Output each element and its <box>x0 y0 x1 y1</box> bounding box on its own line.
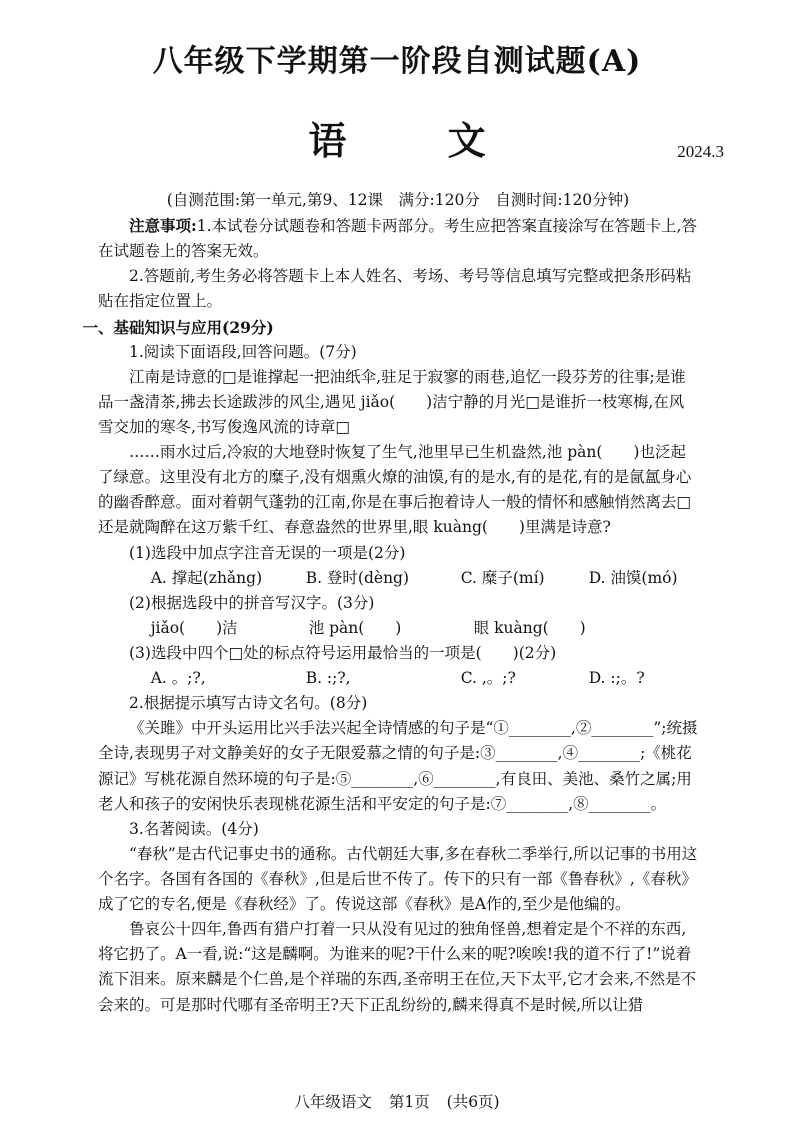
question-3-stem: 3.名著阅读。(4分) <box>129 819 259 838</box>
option-a: A. 撑起(zhǎng) <box>150 568 263 587</box>
notes-item-1 <box>98 213 698 264</box>
note-2-text: 2.答题前,考生务必将答题卡上本人姓名、考场、考号等信息填写完整或把条形码粘贴在指定位置上。 <box>98 267 692 311</box>
question-1-sub-3-options <box>98 666 698 691</box>
option-b: B. :;?, <box>305 669 351 688</box>
pinyin-item-2: 池 pàn( ) <box>308 618 402 637</box>
question-1-sub-2: (2)根据选段中的拼音写汉字。(3分) <box>129 593 375 612</box>
exam-date: 2024.3 <box>677 142 724 161</box>
footer-subject: 八年级语文 <box>294 1093 372 1111</box>
footer-total-pages: (共6页) <box>446 1093 500 1111</box>
page-footer <box>0 1090 794 1115</box>
question-3-passage-2: 鲁哀公十四年,鲁西有猎户打着一只从没有见过的独角怪兽,想着定是个不祥的东西,将它扔了。A一看,说:“这是麟啊。为谁来的呢?干什么来的呢?唉唉!我的道不行了!”说着流下泪来。原来麟是个仁兽,是个祥瑞的东西,圣帝明王在位,天下太平,它才会来,不然是不会来的。可是那时代哪有圣帝明王?天下正乱纷纷的,麟来得真不是时候,所以让猎 <box>98 920 697 1014</box>
question-1-sub-3: (3)选段中四个□处的标点符号运用最恰当的一项是( )(2分) <box>129 643 557 662</box>
question-1-sub-1: (1)选段中加点字注音无误的一项是(2分) <box>129 543 406 562</box>
section-1-title: 一、基础知识与应用(29分) <box>82 317 274 337</box>
question-1-sub-1-options <box>98 566 698 591</box>
footer-page-number: 第1页 <box>388 1093 430 1111</box>
pinyin-item-1: jiǎo( )洁 <box>150 618 238 637</box>
question-2-body: 《关雎》中开头运用比兴手法兴起全诗情感的句子是“①________,②________”;统摄全诗,表现男子对文静美好的女子无限爱慕之情的句子是:③________,④________;《桃花源记》写桃花源自然环境的句子是:⑤________,⑥________,有良田、美池、桑竹之属;用老人和孩子的安闲快乐表现桃花源生活和平安定的句子是:⑦________,⑧________。 <box>98 719 698 813</box>
option-c: C. 糜子(mí) <box>460 568 545 587</box>
pinyin-item-3: 眼 kuàng( ) <box>473 618 586 637</box>
exam-title: 八年级下学期第一阶段自测试题(A) <box>152 44 642 79</box>
option-d: D. :;。? <box>588 669 645 688</box>
option-d: D. 油馍(mó) <box>588 568 678 587</box>
question-1-passage-2: ……雨水过后,冷寂的大地登时恢复了生气,池里早已生机盎然,池 pàn( )也泛起了绿意。这里没有北方的糜子,没有烟熏火燎的油馍,有的是水,有的是花,有的是氤氲身心的幽香醉意。面对着朝气蓬勃的江南,你是在事后抱着诗人一般的情怀和感触悄然离去□还是就陶醉在这万紫千红、春意盎然的世界里,眼 kuàng( )里满是诗意? <box>98 443 692 537</box>
question-1-stem: 1.阅读下面语段,回答问题。(7分) <box>129 342 357 361</box>
question-1-passage-1: 江南是诗意的□是谁撑起一把油纸伞,驻足于寂寥的雨巷,追忆一段芬芳的往事;是谁品一盏清茶,拂去长途跋涉的风尘,遇见 jiǎo( )洁宁静的月光□是谁折一枝寒梅,在风雪交加的寒冬,书写俊逸风流的诗章□ <box>98 367 686 436</box>
subject-title: 语 文 <box>308 118 530 163</box>
option-c: C. ,。;? <box>460 669 516 688</box>
question-3-passage-1: “春秋”是古代记事史书的通称。古代朝廷大事,多在春秋二季举行,所以记事的书用这个名字。各国有各国的《春秋》,但是后世不传了。传下的只有一部《鲁春秋》,《春秋》成了它的专名,便是《春秋经》了。传说这部《春秋》是A作的,至少是他编的。 <box>98 844 698 914</box>
option-b: B. 登时(dèng) <box>305 568 410 587</box>
notes-label: 注意事项: <box>129 216 197 236</box>
note-1-text: 1.本试卷分试题卷和答题卡两部分。考生应把答案直接涂写在答题卡上,答在试题卷上的答案无效。 <box>98 217 697 261</box>
question-2-stem: 2.根据提示填写古诗文名句。(8分) <box>129 694 368 713</box>
option-a: A. 。;?, <box>150 669 206 688</box>
exam-scope: (自测范围:第一单元,第9、12课 满分:120分 自测时间:120分钟) <box>166 191 630 209</box>
exam-content <box>82 188 698 1018</box>
question-1-sub-2-items <box>98 616 698 641</box>
